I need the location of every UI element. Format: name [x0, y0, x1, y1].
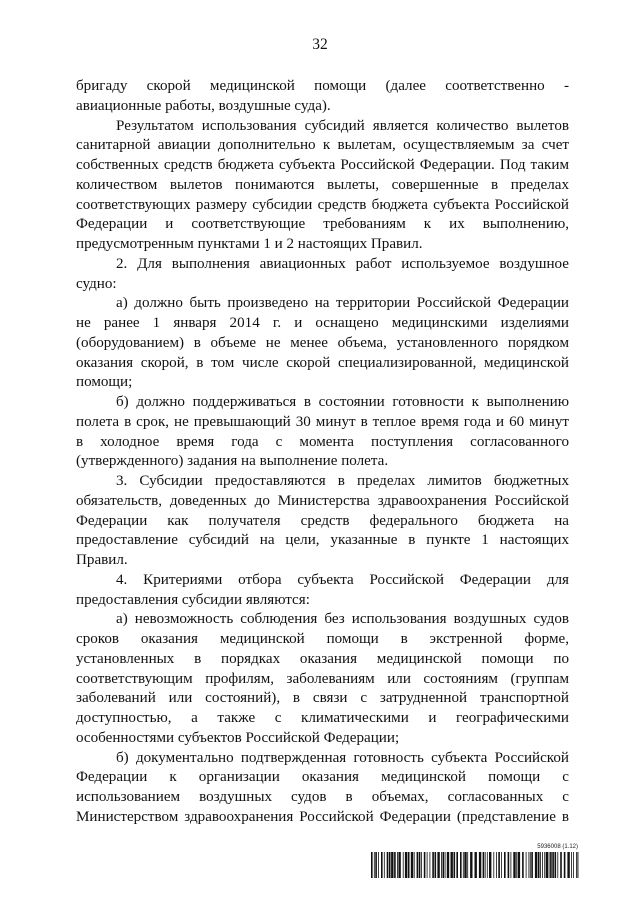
- text-line: собственных средств бюджета субъекта Российской Федерации. Под таким: [76, 157, 569, 173]
- text-line: санитарной авиации дополнительно к вылетам, осуществляемым за счет: [76, 137, 569, 154]
- text-line: обязательств, доведенных до Министерства здравоохранения Российской: [76, 492, 569, 509]
- text-line: установленных в порядках оказания медицинской помощи по: [76, 650, 569, 667]
- text-line: оказания скорой, в том числе скорой специализированной, медицинской: [76, 354, 569, 371]
- text-line: 2. Для выполнения авиационных работ используемое воздушное: [116, 255, 569, 272]
- text-line: судно:: [76, 275, 117, 292]
- text-line: особенностями субъектов Российской Федерации;: [76, 729, 400, 746]
- text-line: соответствующим профилям, заболеваниям или состояниям (группам: [76, 670, 569, 687]
- text-line: Результатом использования субсидий является количество вылетов: [116, 117, 569, 134]
- text-line: количеством вылетов понимаются вылеты, совершенные в пределах: [76, 176, 569, 193]
- text-line: Федерации к организации оказания медицинской помощи с: [76, 769, 569, 786]
- text-line: Министерством здравоохранения Российской Федерации (представление в: [76, 808, 569, 825]
- text-line: б) должно поддерживаться в состоянии готовности к выполнению: [116, 394, 569, 410]
- text-line: б) документально подтвержденная готовность субъекта Российской: [116, 749, 569, 766]
- text-line: соответствующих размеру субсидии средств бюджета субъекта Российской: [76, 196, 569, 213]
- text-line: сроков оказания медицинской помощи в экстренной форме,: [76, 631, 569, 647]
- text-line: 4. Критериями отбора субъекта Российской Федерации для: [116, 571, 569, 588]
- text-line: бригаду скорой медицинской помощи (далее соответственно -: [76, 78, 569, 94]
- text-line: Правил.: [76, 552, 128, 568]
- text-line: использованием воздушных судов в объемах, согласованных с: [76, 789, 569, 805]
- text-line: (оборудованием) в объеме не менее объема, установленного порядком: [76, 334, 569, 351]
- text-line: не ранее 1 января 2014 г. и оснащено медицинскими изделиями: [76, 315, 569, 331]
- text-line: предоставление субсидий на цели, указанные в пункте 1 настоящих: [76, 532, 569, 549]
- text-line: заболеваний или состояний), в связи с затрудненной транспортной: [76, 690, 569, 707]
- text-line: а) невозможность соблюдения без использования воздушных судов: [116, 611, 569, 628]
- document-body: [76, 77, 569, 828]
- text-line: в холодное время года с момента поступления согласованного: [76, 433, 569, 450]
- text-line: доступностью, а также с климатическими и географическими: [76, 710, 569, 726]
- text-line: помощи;: [76, 374, 133, 391]
- text-line: Федерации как получателя средств федерального бюджета на: [76, 512, 569, 529]
- text-line: полета в срок, не превышающий 30 минут в теплое время года и 60 минут: [76, 413, 569, 430]
- text-line: предусмотренным пунктами 1 и 2 настоящих Правил.: [76, 236, 423, 252]
- document-code: 5936008 (1.12): [537, 844, 578, 850]
- text-line: авиационные работы, воздушные суда).: [76, 97, 331, 114]
- text-line: (утвержденного) задания на выполнение полета.: [76, 453, 389, 470]
- barcode-image: [371, 852, 579, 878]
- text-line: 3. Субсидии предоставляются в пределах лимитов бюджетных: [116, 473, 569, 489]
- text-line: Федерации и соответствующие требованиям к их выполнению,: [76, 216, 569, 233]
- text-line: а) должно быть произведено на территории Российской Федерации: [116, 295, 569, 312]
- page-number: 32: [312, 36, 328, 53]
- text-line: предоставления субсидии являются:: [76, 591, 310, 608]
